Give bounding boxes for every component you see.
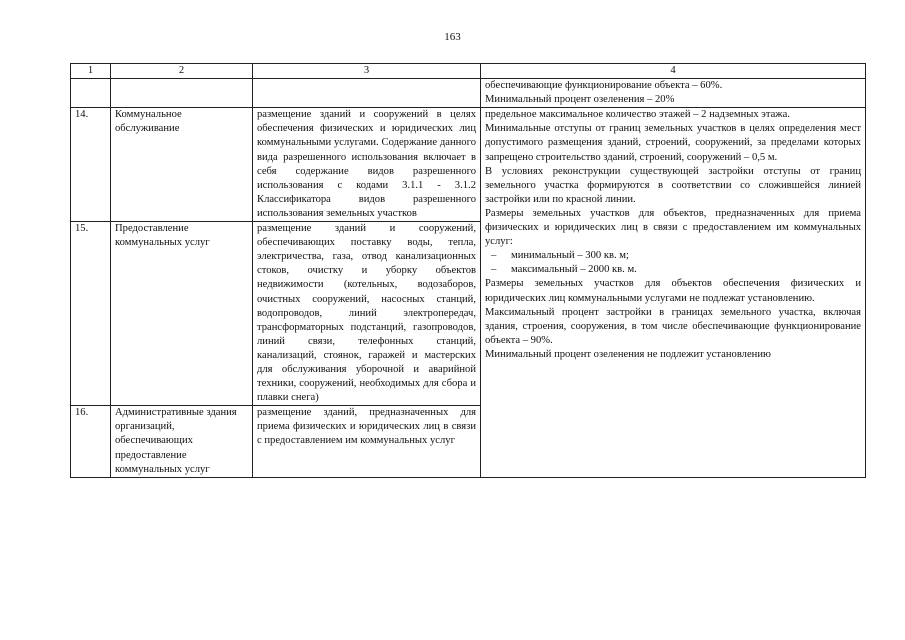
param-paragraph: Размеры земельных участков для объектов обеспечения физических и юридических лиц коммунальными услугами не подлежат установлению. (485, 278, 861, 304)
parameters-cell (481, 108, 866, 477)
continuation-line: Минимальный процент озеленения – 20% (485, 94, 675, 106)
row-number: 15. (71, 222, 111, 406)
use-type-name: Коммунальное обслуживание (111, 108, 253, 222)
bullet-item: – максимальный – 2000 кв. м. (485, 263, 861, 277)
dash-marker: – (491, 250, 497, 262)
dash-marker: – (491, 264, 497, 276)
param-paragraph: Минимальные отступы от границ земельных участков в целях определения мест допустимого размещения зданий, строений, сооружений, за пределами которых запрещено строительство зданий, строений, сооружений – 0,5 м. (485, 123, 861, 163)
param-paragraph: предельное максимальное количество этажей – 2 надземных этажа. (485, 109, 790, 121)
row-number: 16. (71, 406, 111, 477)
land-use-table (70, 63, 866, 478)
param-paragraph: В условиях реконструкции существующей застройки отступы от границ земельного участка формируются в соответствии со сложившейся линией застройки или по красной линии. (485, 165, 861, 205)
continuation-row (71, 79, 866, 108)
param-paragraph: Максимальный процент застройки в границах земельного участка, включая здания, строения, сооружения, в том числе обеспечивающие функционирование объекта – 90%. (485, 306, 861, 346)
header-col-4: 4 (481, 64, 866, 79)
header-col-3: 3 (253, 64, 481, 79)
use-type-name: Предоставление коммунальных услуг (111, 222, 253, 406)
param-paragraph: Размеры земельных участков для объектов, предназначенных для приема физических и юридических лиц в связи с предоставлением им коммунальных услуг: (485, 207, 861, 248)
use-type-description: размещение зданий и сооружений, обеспечивающих поставку воды, тепла, электричества, газа, отвод канализационных стоков, очистку и уборку объектов недвижимости (котельных, водозаборов, очистных сооружений, насосных станций, водопроводов, линий электропередач, трансформаторных подстанций, газопроводов, линий связи, телефонных станций, канализаций, стоянок, гаражей и мастерских для обслуживания уборочной и аварийной техники, сооружений, необходимых для сбора и плавки снега) (253, 222, 481, 406)
header-col-2: 2 (111, 64, 253, 79)
use-type-description: размещение зданий и сооружений в целях обеспечения физических и юридических лиц коммунальными услугами. Содержание данного вида разрешенного использования включает в себя содержание видов разрешенного использования с кодами 3.1.1 - 3.1.2 Классификатора видов разрешенного использования земельных участков (253, 108, 481, 222)
use-type-description: размещение зданий, предназначенных для приема физических и юридических лиц в связи с предоставлением им коммунальных услуг (253, 406, 481, 477)
use-type-name: Административные здания организаций, обеспечивающих предоставление коммунальных услуг (111, 406, 253, 477)
header-col-1: 1 (71, 64, 111, 79)
page-number: 163 (444, 31, 461, 43)
bullet-item: – минимальный – 300 кв. м; (485, 249, 861, 263)
continuation-params (481, 79, 866, 108)
row-number: 14. (71, 108, 111, 222)
column-number-header (71, 64, 866, 79)
param-paragraph: Минимальный процент озеленения не подлежит установлению (485, 348, 771, 360)
continuation-line: обеспечивающие функционирование объекта – 60%. (485, 80, 723, 92)
table-row (71, 108, 866, 222)
